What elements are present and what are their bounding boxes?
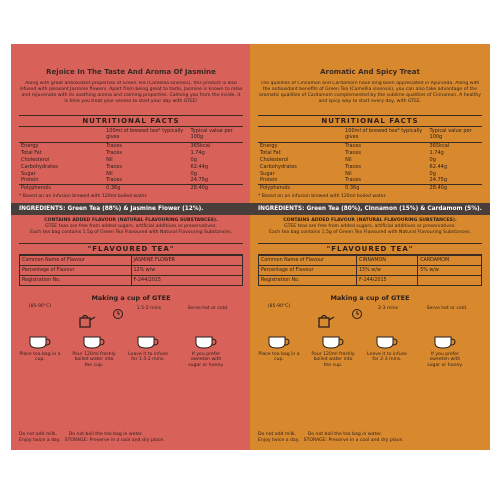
ingredients-bar: INGREDIENTS: Green Tea (80%), Cinnamon (15%) & Cardamom (5%). [250,203,490,215]
serve-label: Serve hot or cold. [187,306,229,312]
nutrition-col-brewed: 100ml of brewed tea* typically gives [104,127,188,143]
step-place-bag: Place tea bag in a cup. [19,334,61,362]
contains-info: CONTAINS ADDED FLAVOUR (NATURAL FLAVOURING SUBSTANCES). GTEE teas are free from added sugars, artificial additives or preservatives. Each tea bag contains 1.5g of Green Tea Flavoured with Natural Flavouring Substances. [30,218,232,235]
cup-icon [27,334,53,350]
pack-title: Rejoice In The Taste And Aroma Of Jasmine [46,68,216,76]
table-row: Carbohydrates Traces 62.44g [21,163,209,170]
flavour-table [258,255,482,286]
table-row: Energy Traces 365kcal [21,143,211,150]
table-row: Carbohydrates Traces 62.44g [260,163,448,170]
table-row: Sugar Nil 0g [260,170,436,177]
table-row: Common Name of Flavour JASMINE FLOWER [20,256,243,266]
pack-footer: Do not add milk. Do not boil the tea bag in water. Enjoy twice a day. STORAGE: Preserve in a cool and dry place. [19,432,165,443]
cup-icon [266,334,292,350]
table-row: Polyphenols 0.36g 28.40g [19,184,243,191]
contains-info: CONTAINS ADDED FLAVOUR (NATURAL FLAVOURING SUBSTANCES). GTEE teas are free from added sugars, artificial additives or preservatives. Each tea bag contains 1.5g of Green Tea Flavoured with Natural Flavouring Substances. [269,218,471,235]
making-title: Making a cup of GTEE [330,294,410,303]
nutrition-title: NUTRITIONAL FACTS [258,115,482,127]
table-row: Total Fat Traces 1.74g [21,150,205,157]
table-row: Protein Traces 24.75g [260,177,448,184]
step-sweeten: If you prefer sweeten with sugar or honey. [185,334,227,368]
temperature-label: (85-90°C) [267,304,291,310]
nutrition-title: NUTRITIONAL FACTS [19,115,243,127]
table-row: Protein Traces 24.75g [21,177,209,184]
table-row: Registration No. F-244/2015 [259,276,482,286]
cup-icon [135,334,161,350]
cup-icon [193,334,219,350]
step-place-bag: Place tea bag in a cup. [258,334,300,362]
cup-icon [320,334,346,350]
timer-icon [111,308,125,322]
step-pour-water: Pour 120ml freshly boiled water into the cup. [310,334,356,368]
making-title: Making a cup of GTEE [91,294,171,303]
nutrition-note: * Based on an infusion brewed with 120ml boiled water. [19,194,148,200]
kettle-icon [71,310,101,334]
pack-footer: Do not add milk. Do not boil the tea bag in water. Enjoy twice a day. STORAGE: Preserve in a cool and dry place. [258,432,404,443]
table-row: Percentage of Flavour 15% w/w 5% w/w [259,266,482,276]
cup-icon [374,334,400,350]
cinnamon-pack-panel [250,44,490,450]
table-row: Total Fat Traces 1.74g [260,150,444,157]
timer-icon [350,308,364,322]
table-row: Cholesterol Nil 0g [21,156,197,163]
cup-icon [432,334,458,350]
step-infuse: Leave it to infuse for 1.5-2 mins. [127,334,169,362]
flavour-table [19,255,243,286]
brewing-steps [258,306,482,386]
brewing-steps [19,306,243,386]
nutrition-table [258,127,482,191]
table-row: Polyphenols 0.36g 28.40g [258,184,482,191]
nutrition-col-brewed: 100ml of brewed tea* typically gives [343,127,427,143]
ingredients-bar: INGREDIENTS: Green Tea (88%) & Jasmine Flower (12%). [11,203,251,215]
infuse-time-label: 2-3 mins [377,306,399,312]
table-row: Percentage of Flavour 12% w/w [20,266,243,276]
pack-intro: Along with great antioxidant properties of Green Tea (Camellia sinensis), this product is also infused with pleasant Jasmine flowers. Apart from being great to taste, Jasmine is known to relax and rejuvenate with its soothing aroma and calming properties. Calming you from the inside, it is time you treat your senses to start your day with GTEE! [19,81,243,104]
step-pour-water: Pour 120ml freshly boiled water into the cup. [71,334,117,368]
table-row: Energy Traces 365kcal [260,143,450,150]
jasmine-pack-panel [11,44,251,450]
pack-title: Aromatic And Spicy Treat [320,68,420,76]
infuse-time-label: 1.5-2 mins [136,306,162,312]
table-row: Cholesterol Nil 0g [260,156,436,163]
nutrition-note: * Based on an infusion brewed with 120ml boiled water. [258,194,387,200]
kettle-icon [310,310,340,334]
flavoured-tea-title: "FLAVOURED TEA" [258,243,482,255]
nutrition-col-per100g: Typical value per 100g [428,127,482,143]
flavoured-tea-title: "FLAVOURED TEA" [19,243,243,255]
table-row: Registration No. F-244/2015 [20,276,243,286]
serve-label: Serve hot or cold. [426,306,468,312]
nutrition-table [19,127,243,191]
nutrition-col-per100g: Typical value per 100g [189,127,243,143]
step-sweeten: If you prefer sweeten with sugar or honey. [424,334,466,368]
table-row: Sugar Nil 0g [21,170,197,177]
cup-icon [81,334,107,350]
pack-intro: The qualities of Cinnamon and Cardamom have long been appreciated in Ayurveda. Along with the antioxidant benefits of Green Tea (Camellia sinensis), you can also take advantage of the aromatic qualities of Cardamom complemented by the sublime qualities of Cinnamon. A healthy and spicy way to start every day, with GTEE. [258,81,481,104]
step-infuse: Leave it to infuse for 2-3 mins. [366,334,408,362]
table-row: Common Name of Flavour CINNAMON CARDAMOM [259,256,482,266]
temperature-label: (85-90°C) [28,304,52,310]
